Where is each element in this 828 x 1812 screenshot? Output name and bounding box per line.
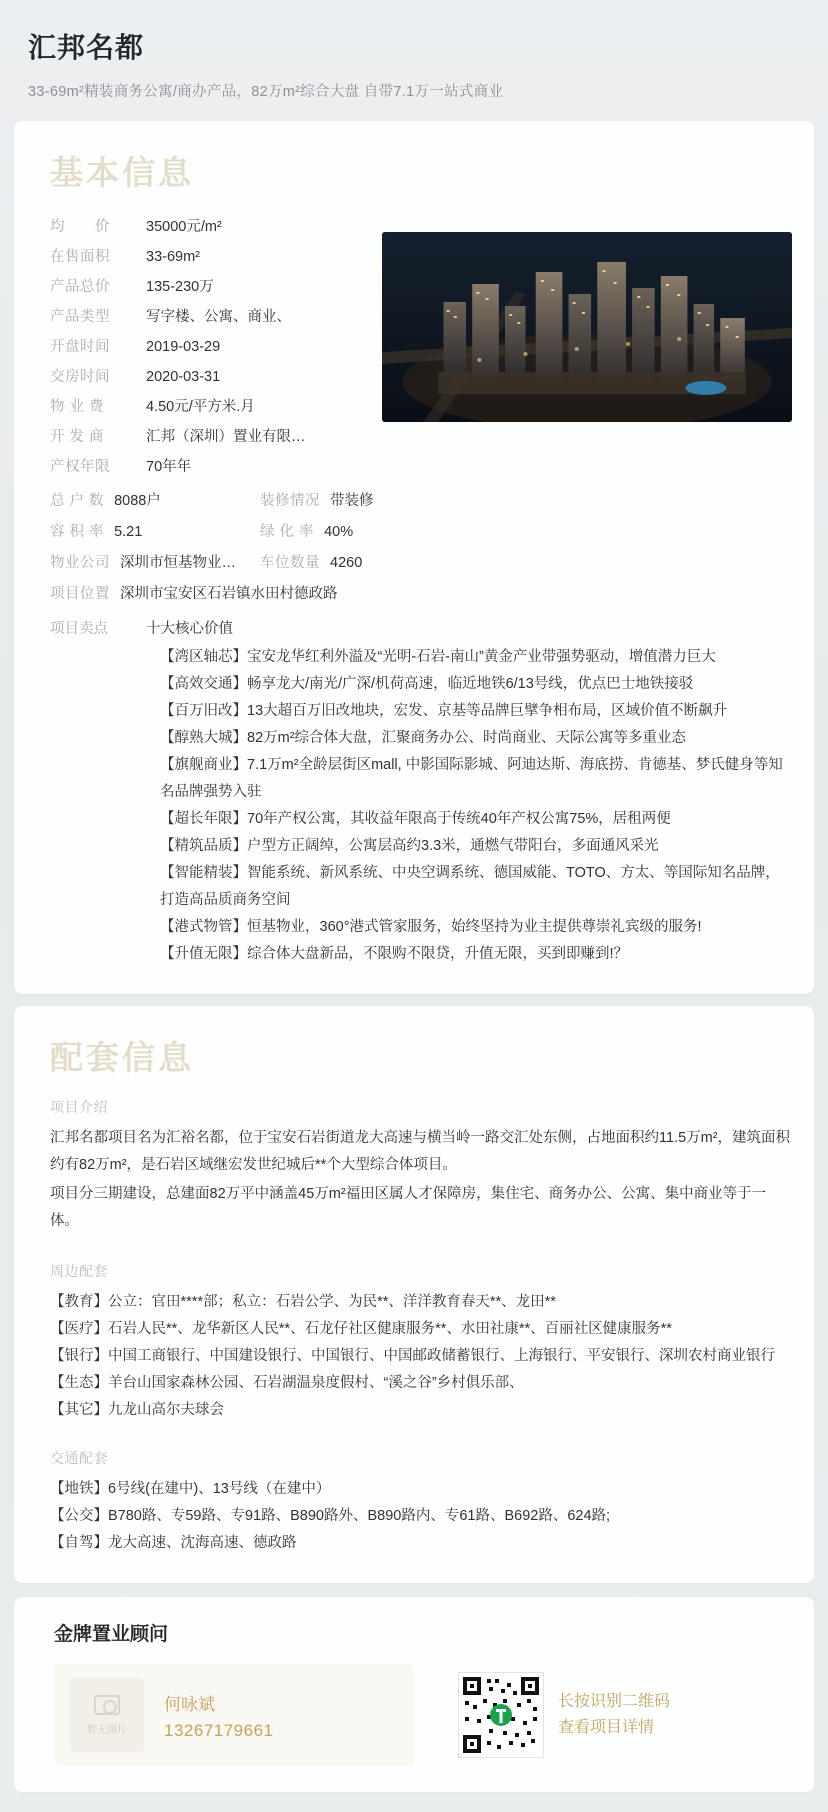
basic-info-top (36, 212, 792, 482)
list-item: 【教育】公立：官田****部；私立：石岩公学、为民**、洋洋教育春天**、龙田** (50, 1294, 556, 1310)
agent-section-title: 金牌置业顾问 (54, 1624, 169, 1645)
qr-caption-line2: 查看项目详情 (558, 1719, 655, 1736)
row-key: 在售面积 (50, 249, 110, 265)
around-facility-label: 周边配套 (50, 1263, 108, 1279)
table-row (50, 517, 792, 548)
list-item: 【高效交通】畅享龙大/南光/广深/机荷高速，临近地铁6/13号线，优点巴士地铁接驳 (160, 676, 694, 692)
row-value: 70年年 (146, 459, 192, 475)
row-key: 产权年限 (50, 459, 110, 475)
list-item: 【百万旧改】13大超百万旧改地块，宏发、京基等品牌巨擘争相布局，区域价值不断飙升 (160, 703, 728, 719)
list-item: 【生态】羊台山国家森林公园、石岩湖温泉度假村、“溪之谷”乡村俱乐部、 (50, 1375, 524, 1391)
row-key: 物 业 费 (50, 399, 105, 415)
image-placeholder-icon (94, 1695, 120, 1715)
list-item: 【银行】中国工商银行、中国建设银行、中国银行、中国邮政储蓄银行、上海银行、平安银行、深圳农村商业银行 (50, 1348, 775, 1364)
spacer (36, 1424, 792, 1442)
list-item: 【湾区轴芯】宝安龙华红利外溢及“光明-石岩-南山”黄金产业带强势驱动，增值潜力巨大 (160, 649, 716, 665)
agent-card (14, 1597, 814, 1792)
page-subtitle: 33-69m²精装商务公寓/商办产品，82万m²综合大盘 自带7.1万一站式商业 (28, 84, 504, 100)
facility-info-section-title: 配套信息 (50, 1039, 194, 1076)
table-row (50, 392, 366, 422)
stat-cell (260, 486, 470, 517)
project-intro-label: 项目介绍 (50, 1099, 108, 1115)
table-row (50, 548, 792, 579)
stat-cell (260, 517, 470, 548)
agent-contact-block[interactable] (54, 1664, 414, 1766)
list-item: 【智能精装】智能系统、新风系统、中央空调系统、德国威能、TOTO、方太、等国际知名品牌，打造高品质商务空间 (160, 865, 780, 908)
list-item: 【升值无限】综合体大盘新品，不限购不限贷，升值无限，买到即赚到!？ (160, 946, 629, 962)
table-row (50, 242, 366, 272)
list-item: 【公交】B780路、专59路、专91路、B890路外、B890路内、专61路、B692路、624路; (50, 1508, 611, 1524)
list-item: 【精筑品质】户型方正阔绰，公寓层高约3.3米，通燃气带阳台，多面通风采光 (160, 838, 659, 854)
row-key: 项目位置 (50, 586, 110, 602)
row-value: 35000元/m² (146, 219, 222, 235)
facility-info-card (14, 1006, 814, 1583)
row-value: 写字楼、公寓、商业、 (146, 309, 291, 325)
row-key: 绿 化 率 (260, 524, 315, 540)
agent-name: 何咏斌 (164, 1694, 215, 1714)
row-value: 2020-03-31 (146, 369, 221, 385)
basic-info-stats-grid (36, 486, 792, 610)
row-key: 产品类型 (50, 309, 110, 325)
project-intro-paragraph: 汇邦名都项目名为汇裕名都，位于宝安石岩街道龙大高速与横当岭一路交汇处东侧，占地面积约11.5万m²，建筑面积约有82万m²，是石岩区域继宏发世纪城后**个大型综合体项目。 (50, 1130, 791, 1173)
row-value: 带装修 (330, 493, 374, 509)
row-value: 40% (324, 524, 354, 540)
avatar (70, 1678, 144, 1752)
row-value: 深圳市宝安区石岩镇水田村德政路 (120, 586, 338, 602)
agent-meta (164, 1690, 274, 1741)
basic-info-section-title: 基本信息 (50, 154, 194, 191)
list-item: 【自驾】龙大高速、沈海高速、德政路 (50, 1535, 297, 1551)
row-key: 物业公司 (50, 555, 110, 571)
traffic-facility-label: 交通配套 (50, 1450, 108, 1466)
selling-points-block (36, 614, 792, 968)
stat-cell (260, 548, 470, 579)
list-item: 【超长年限】70年产权公寓，其收益年限高于传统40年产权公寓75%，居租两便 (160, 811, 671, 827)
row-key: 交房时间 (50, 369, 110, 385)
list-item: 【旗舰商业】7.1万m²全龄层街区mall, 中影国际影城、阿迪达斯、海底捞、肯德基、梦氏健身等知名品牌强势入驻 (160, 757, 783, 800)
row-value: 135-230万 (146, 279, 214, 295)
row-value: 5.21 (114, 524, 143, 540)
selling-points-key: 项目卖点 (50, 621, 108, 637)
selling-points-heading: 十大核心价值 (146, 621, 233, 637)
list-item: 【地铁】6号线(在建中)、13号线（在建中） (50, 1481, 331, 1497)
table-row (50, 362, 366, 392)
table-row (50, 579, 792, 610)
rendering-illustration (382, 232, 792, 422)
table-row (50, 422, 366, 452)
basic-info-card (14, 121, 814, 994)
row-key: 产品总价 (50, 279, 110, 295)
list-item: 【其它】九龙山高尔夫球会 (50, 1402, 224, 1418)
project-intro-paragraph: 项目分三期建设，总建面82万平中涵盖45万m²福田区属人才保障房，集住宅、商务办公、公寓、集中商业等于一体。 (50, 1186, 767, 1229)
basic-info-key-values (36, 212, 366, 482)
spacer (36, 1237, 792, 1255)
selling-points-body (146, 614, 792, 968)
qr-caption (558, 1689, 670, 1741)
list-item: 【医疗】石岩人民**、龙华新区人民**、石龙仔社区健康服务**、水田社康**、百丽社区健康服务** (50, 1321, 672, 1337)
stat-cell (50, 517, 260, 548)
qr-code-graphic (459, 1673, 543, 1757)
qr-code-icon[interactable] (458, 1672, 544, 1758)
row-value: 4.50元/平方米.月 (146, 399, 255, 415)
table-row (50, 212, 366, 242)
table-row (50, 452, 366, 482)
stat-cell (50, 579, 480, 610)
table-row (50, 272, 366, 302)
row-value: 汇邦（深圳）置业有限… (146, 429, 306, 445)
stat-cell (50, 548, 260, 579)
row-key: 容 积 率 (50, 524, 105, 540)
stat-cell (50, 486, 260, 517)
page-header (14, 10, 814, 109)
row-value: 33-69m² (146, 249, 200, 265)
row-value: 8088户 (114, 493, 161, 509)
qr-caption-line1: 长按识别二维码 (558, 1693, 671, 1710)
row-key: 装修情况 (260, 493, 320, 509)
row-key: 车位数量 (260, 555, 320, 571)
agent-phone[interactable]: 13267179661 (164, 1720, 274, 1740)
list-item: 【港式物管】恒基物业，360°港式管家服务，始终坚持为业主提供尊崇礼宾级的服务! (160, 919, 702, 935)
qr-block (458, 1672, 670, 1758)
table-row (50, 486, 792, 517)
project-rendering-image (382, 232, 792, 422)
row-key: 开 发 商 (50, 429, 105, 445)
row-value: 4260 (330, 555, 363, 571)
avatar-placeholder-label: 暂无图片 (87, 1724, 127, 1736)
row-key: 均 价 (50, 219, 110, 235)
table-row (50, 332, 366, 362)
page-title: 汇邦名都 (28, 32, 145, 63)
row-value: 2019-03-29 (146, 339, 221, 355)
row-key: 总 户 数 (50, 493, 105, 509)
list-item: 【醇熟大城】82万m²综合体大盘，汇聚商务办公、时尚商业、天际公寓等多重业态 (160, 730, 687, 746)
row-value: 深圳市恒基物业… (120, 555, 236, 571)
table-row (50, 302, 366, 332)
row-key: 开盘时间 (50, 339, 110, 355)
agent-body (40, 1664, 788, 1766)
